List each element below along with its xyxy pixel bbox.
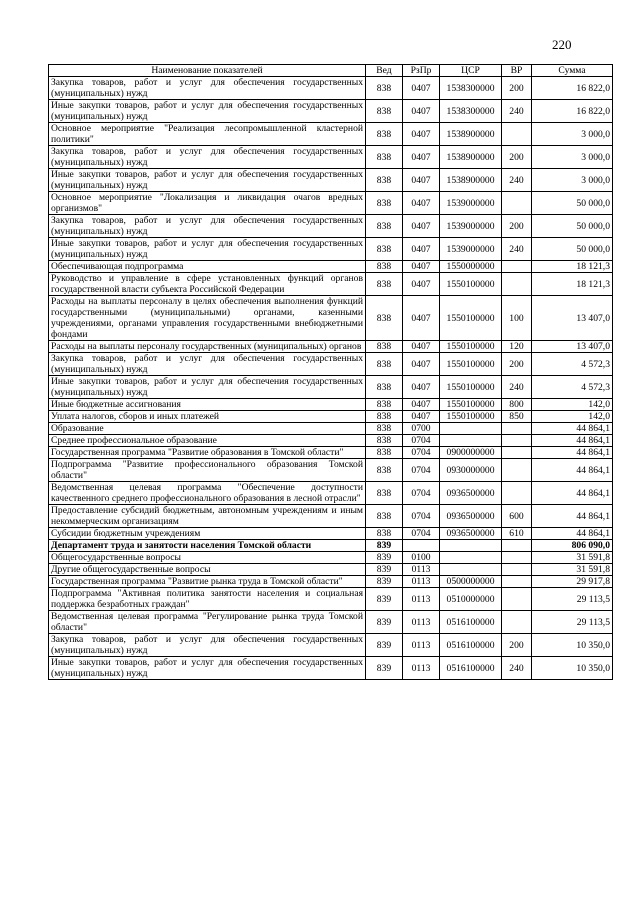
cell-csr: 0900000000 [440, 447, 502, 459]
table-row [49, 353, 613, 376]
cell-rzpr: 0407 [403, 192, 440, 215]
cell-csr [440, 435, 502, 447]
cell-rzpr: 0113 [403, 634, 440, 657]
cell-sum: 29 113,5 [532, 611, 613, 634]
cell-ved: 838 [366, 238, 403, 261]
cell-rzpr: 0100 [403, 552, 440, 564]
cell-csr [440, 423, 502, 435]
cell-vr [502, 261, 532, 273]
cell-vr [502, 192, 532, 215]
cell-vr: 610 [502, 528, 532, 540]
cell-csr: 1538900000 [440, 169, 502, 192]
cell-sum: 4 572,3 [532, 353, 613, 376]
cell-rzpr: 0704 [403, 482, 440, 505]
cell-csr: 0516100000 [440, 611, 502, 634]
table-row [49, 100, 613, 123]
cell-ved: 838 [366, 123, 403, 146]
cell-ved: 838 [366, 459, 403, 482]
cell-ved: 838 [366, 435, 403, 447]
cell-name: Общегосударственные вопросы [49, 552, 366, 564]
cell-vr [502, 273, 532, 296]
cell-vr [502, 576, 532, 588]
cell-name: Другие общегосударственные вопросы [49, 564, 366, 576]
cell-name: Уплата налогов, сборов и иных платежей [49, 411, 366, 423]
cell-vr: 240 [502, 100, 532, 123]
cell-ved: 838 [366, 215, 403, 238]
table-row [49, 540, 613, 552]
cell-csr [440, 540, 502, 552]
cell-csr: 1550100000 [440, 399, 502, 411]
cell-ved: 838 [366, 411, 403, 423]
cell-rzpr: 0407 [403, 353, 440, 376]
cell-ved: 838 [366, 169, 403, 192]
cell-vr: 120 [502, 341, 532, 353]
cell-name: Расходы на выплаты персоналу государственных (муниципальных) органов [49, 341, 366, 353]
table-row [49, 341, 613, 353]
cell-name: Иные закупки товаров, работ и услуг для обеспечения государственных (муниципальных) нужд [49, 169, 366, 192]
cell-sum: 29 113,5 [532, 588, 613, 611]
cell-csr: 1550100000 [440, 376, 502, 399]
cell-csr: 1538300000 [440, 77, 502, 100]
cell-name: Подпрограмма "Развитие профессионального образования Томской области" [49, 459, 366, 482]
cell-vr: 200 [502, 77, 532, 100]
cell-name: Иные бюджетные ассигнования [49, 399, 366, 411]
table-row [49, 169, 613, 192]
cell-vr: 240 [502, 238, 532, 261]
cell-csr: 1550100000 [440, 353, 502, 376]
cell-vr: 240 [502, 169, 532, 192]
table-row [49, 376, 613, 399]
cell-rzpr: 0407 [403, 411, 440, 423]
table-header-row [49, 65, 613, 77]
cell-ved: 839 [366, 634, 403, 657]
cell-vr: 200 [502, 215, 532, 238]
cell-name: Иные закупки товаров, работ и услуг для обеспечения государственных (муниципальных) нужд [49, 238, 366, 261]
cell-name: Закупка товаров, работ и услуг для обеспечения государственных (муниципальных) нужд [49, 77, 366, 100]
cell-vr [502, 611, 532, 634]
cell-ved: 838 [366, 341, 403, 353]
cell-sum: 29 917,8 [532, 576, 613, 588]
cell-name: Образование [49, 423, 366, 435]
cell-name: Основное мероприятие "Локализация и ликвидация очагов вредных организмов" [49, 192, 366, 215]
cell-sum: 16 822,0 [532, 77, 613, 100]
cell-name: Руководство и управление в сфере установленных функций органов государственной власти субъекта Российской Федерации [49, 273, 366, 296]
cell-rzpr: 0407 [403, 169, 440, 192]
cell-ved: 839 [366, 588, 403, 611]
cell-sum: 18 121,3 [532, 261, 613, 273]
table-row [49, 238, 613, 261]
cell-ved: 838 [366, 423, 403, 435]
header-csr: ЦСР [440, 65, 502, 77]
cell-rzpr: 0407 [403, 376, 440, 399]
cell-name: Субсидии бюджетным учреждениям [49, 528, 366, 540]
table-row [49, 192, 613, 215]
cell-csr: 1550100000 [440, 411, 502, 423]
cell-ved: 839 [366, 564, 403, 576]
cell-vr: 800 [502, 399, 532, 411]
cell-name: Расходы на выплаты персоналу в целях обеспечения выполнения функций государственными (муниципальными) органами, казенными учреждениями, органами управления государственными внебюджетными фондами [49, 296, 366, 341]
cell-csr: 0936500000 [440, 528, 502, 540]
header-rzpr: РзПр [403, 65, 440, 77]
cell-ved: 838 [366, 482, 403, 505]
cell-sum: 31 591,8 [532, 552, 613, 564]
cell-rzpr: 0113 [403, 611, 440, 634]
cell-csr: 0500000000 [440, 576, 502, 588]
cell-name: Ведомственная целевая программа "Регулирование рынка труда Томской области" [49, 611, 366, 634]
cell-vr [502, 423, 532, 435]
cell-name: Подпрограмма "Активная политика занятости населения и социальная поддержка безработных граждан" [49, 588, 366, 611]
cell-sum: 44 864,1 [532, 482, 613, 505]
cell-name: Иные закупки товаров, работ и услуг для обеспечения государственных (муниципальных) нужд [49, 376, 366, 399]
table-row [49, 447, 613, 459]
cell-csr: 0516100000 [440, 634, 502, 657]
cell-sum: 10 350,0 [532, 634, 613, 657]
table-row [49, 588, 613, 611]
cell-csr: 1539000000 [440, 215, 502, 238]
cell-rzpr: 0407 [403, 399, 440, 411]
cell-sum: 4 572,3 [532, 376, 613, 399]
cell-sum: 50 000,0 [532, 192, 613, 215]
cell-name: Департамент труда и занятости населения Томской области [49, 540, 366, 552]
table-row [49, 435, 613, 447]
cell-rzpr: 0407 [403, 100, 440, 123]
cell-csr: 1539000000 [440, 192, 502, 215]
cell-sum: 142,0 [532, 399, 613, 411]
cell-rzpr: 0704 [403, 459, 440, 482]
cell-rzpr: 0407 [403, 215, 440, 238]
cell-rzpr [403, 540, 440, 552]
cell-csr: 1538300000 [440, 100, 502, 123]
cell-rzpr: 0407 [403, 77, 440, 100]
cell-sum: 806 090,0 [532, 540, 613, 552]
table-row [49, 576, 613, 588]
header-vr: ВР [502, 65, 532, 77]
cell-sum: 3 000,0 [532, 169, 613, 192]
cell-vr: 850 [502, 411, 532, 423]
table-row [49, 634, 613, 657]
header-name: Наименование показателей [49, 65, 366, 77]
cell-csr: 1550000000 [440, 261, 502, 273]
table-row [49, 399, 613, 411]
cell-vr [502, 123, 532, 146]
cell-name: Обеспечивающая подпрограмма [49, 261, 366, 273]
cell-ved: 838 [366, 261, 403, 273]
cell-sum: 44 864,1 [532, 435, 613, 447]
cell-csr [440, 552, 502, 564]
cell-rzpr: 0407 [403, 341, 440, 353]
cell-sum: 3 000,0 [532, 123, 613, 146]
table-row [49, 411, 613, 423]
cell-vr: 240 [502, 657, 532, 680]
cell-rzpr: 0407 [403, 238, 440, 261]
cell-rzpr: 0704 [403, 447, 440, 459]
cell-sum: 142,0 [532, 411, 613, 423]
header-sum: Сумма [532, 65, 613, 77]
header-ved: Вед [366, 65, 403, 77]
cell-csr: 0510000000 [440, 588, 502, 611]
cell-name: Основное мероприятие "Реализация лесопромышленной кластерной политики" [49, 123, 366, 146]
table-row [49, 423, 613, 435]
cell-sum: 18 121,3 [532, 273, 613, 296]
cell-name: Закупка товаров, работ и услуг для обеспечения государственных (муниципальных) нужд [49, 146, 366, 169]
cell-rzpr: 0407 [403, 146, 440, 169]
cell-vr: 240 [502, 376, 532, 399]
cell-rzpr: 0700 [403, 423, 440, 435]
cell-name: Среднее профессиональное образование [49, 435, 366, 447]
cell-ved: 838 [366, 296, 403, 341]
table-row [49, 564, 613, 576]
cell-ved: 839 [366, 657, 403, 680]
cell-rzpr: 0704 [403, 435, 440, 447]
cell-csr: 1538900000 [440, 123, 502, 146]
cell-sum: 13 407,0 [532, 296, 613, 341]
cell-csr: 0930000000 [440, 459, 502, 482]
cell-ved: 839 [366, 611, 403, 634]
cell-rzpr: 0407 [403, 296, 440, 341]
table-row [49, 528, 613, 540]
cell-rzpr: 0113 [403, 564, 440, 576]
cell-rzpr: 0704 [403, 505, 440, 528]
cell-ved: 838 [366, 273, 403, 296]
cell-sum: 3 000,0 [532, 146, 613, 169]
cell-ved: 838 [366, 100, 403, 123]
cell-rzpr: 0407 [403, 261, 440, 273]
cell-sum: 44 864,1 [532, 423, 613, 435]
cell-ved: 838 [366, 505, 403, 528]
cell-ved: 838 [366, 77, 403, 100]
cell-vr: 200 [502, 146, 532, 169]
cell-ved: 838 [366, 399, 403, 411]
cell-sum: 44 864,1 [532, 528, 613, 540]
cell-vr [502, 482, 532, 505]
cell-name: Предоставление субсидий бюджетным, автономным учреждениям и иным некоммерческим организациям [49, 505, 366, 528]
cell-ved: 838 [366, 528, 403, 540]
cell-name: Иные закупки товаров, работ и услуг для обеспечения государственных (муниципальных) нужд [49, 100, 366, 123]
cell-name: Закупка товаров, работ и услуг для обеспечения государственных (муниципальных) нужд [49, 634, 366, 657]
cell-rzpr: 0407 [403, 123, 440, 146]
cell-name: Иные закупки товаров, работ и услуг для обеспечения государственных (муниципальных) нужд [49, 657, 366, 680]
cell-name: Закупка товаров, работ и услуг для обеспечения государственных (муниципальных) нужд [49, 215, 366, 238]
cell-ved: 839 [366, 576, 403, 588]
cell-sum: 50 000,0 [532, 238, 613, 261]
cell-sum: 13 407,0 [532, 341, 613, 353]
cell-vr [502, 552, 532, 564]
cell-name: Государственная программа "Развитие образования в Томской области" [49, 447, 366, 459]
cell-ved: 839 [366, 540, 403, 552]
page-number: 220 [552, 37, 572, 52]
cell-ved: 838 [366, 376, 403, 399]
cell-sum: 31 591,8 [532, 564, 613, 576]
cell-csr: 0936500000 [440, 482, 502, 505]
table-row [49, 505, 613, 528]
cell-sum: 44 864,1 [532, 459, 613, 482]
cell-vr: 100 [502, 296, 532, 341]
cell-vr [502, 564, 532, 576]
cell-vr [502, 459, 532, 482]
cell-csr: 1550100000 [440, 273, 502, 296]
table-row [49, 552, 613, 564]
table-row [49, 261, 613, 273]
cell-vr [502, 588, 532, 611]
table-row [49, 215, 613, 238]
cell-csr: 1538900000 [440, 146, 502, 169]
cell-csr [440, 564, 502, 576]
cell-vr: 600 [502, 505, 532, 528]
cell-csr: 0516100000 [440, 657, 502, 680]
cell-csr: 1550100000 [440, 296, 502, 341]
table-row [49, 482, 613, 505]
table-row [49, 296, 613, 341]
cell-name: Закупка товаров, работ и услуг для обеспечения государственных (муниципальных) нужд [49, 353, 366, 376]
table-row [49, 459, 613, 482]
cell-ved: 839 [366, 552, 403, 564]
table-row [49, 123, 613, 146]
cell-rzpr: 0704 [403, 528, 440, 540]
budget-table [48, 64, 613, 680]
cell-sum: 10 350,0 [532, 657, 613, 680]
cell-ved: 838 [366, 146, 403, 169]
cell-vr: 200 [502, 634, 532, 657]
cell-rzpr: 0407 [403, 273, 440, 296]
cell-sum: 44 864,1 [532, 447, 613, 459]
cell-vr [502, 540, 532, 552]
cell-csr: 1539000000 [440, 238, 502, 261]
cell-name: Государственная программа "Развитие рынка труда в Томской области" [49, 576, 366, 588]
table-row [49, 77, 613, 100]
cell-vr [502, 435, 532, 447]
table-row [49, 611, 613, 634]
cell-sum: 44 864,1 [532, 505, 613, 528]
table-row [49, 146, 613, 169]
cell-vr: 200 [502, 353, 532, 376]
table-body [49, 77, 613, 680]
cell-rzpr: 0113 [403, 588, 440, 611]
table-row [49, 273, 613, 296]
cell-name: Ведомственная целевая программа "Обеспечение доступности качественного среднего профессионального образования в лесной отрасли" [49, 482, 366, 505]
cell-csr: 1550100000 [440, 341, 502, 353]
cell-csr: 0936500000 [440, 505, 502, 528]
cell-rzpr: 0113 [403, 576, 440, 588]
cell-sum: 50 000,0 [532, 215, 613, 238]
cell-rzpr: 0113 [403, 657, 440, 680]
cell-sum: 16 822,0 [532, 100, 613, 123]
cell-ved: 838 [366, 353, 403, 376]
cell-ved: 838 [366, 447, 403, 459]
cell-vr [502, 447, 532, 459]
table-row [49, 657, 613, 680]
cell-ved: 838 [366, 192, 403, 215]
